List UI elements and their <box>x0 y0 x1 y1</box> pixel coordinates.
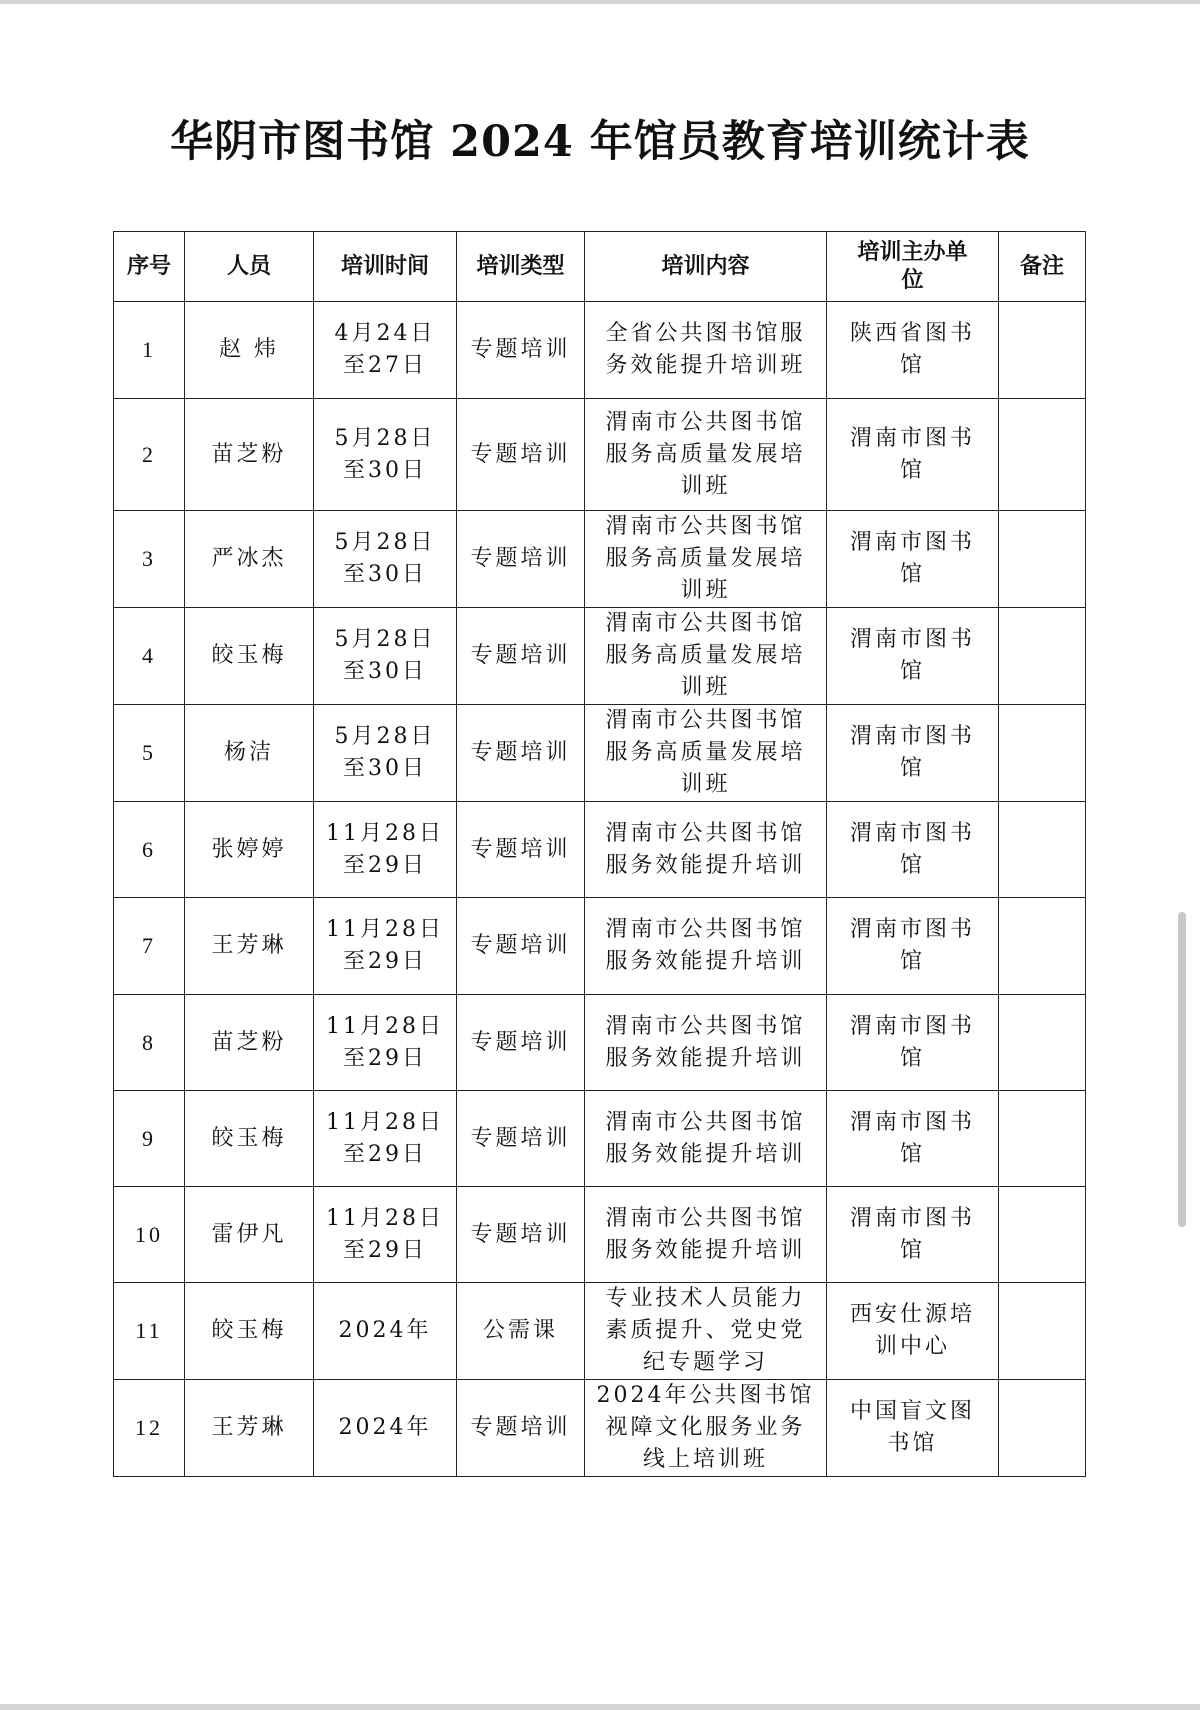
cell-person: 王芳琳 <box>185 1380 314 1477</box>
cell-time: 5月28日至30日 <box>314 705 457 802</box>
cell-time: 5月28日至30日 <box>314 608 457 705</box>
cell-seq: 2 <box>114 399 185 511</box>
cell-remark <box>999 705 1086 802</box>
cell-organizer: 陕西省图书馆 <box>827 302 999 399</box>
cell-organizer: 渭南市图书馆 <box>827 399 999 511</box>
table-body <box>114 302 1086 1477</box>
cell-content: 专业技术人员能力素质提升、党史党纪专题学习 <box>585 1283 827 1380</box>
table-row <box>114 802 1086 898</box>
header-person: 人员 <box>185 232 314 302</box>
cell-remark <box>999 1091 1086 1187</box>
cell-person: 苗芝粉 <box>185 399 314 511</box>
table-row <box>114 1380 1086 1477</box>
cell-organizer: 渭南市图书馆 <box>827 995 999 1091</box>
cell-organizer: 西安仕源培训中心 <box>827 1283 999 1380</box>
table-row <box>114 1283 1086 1380</box>
cell-type: 专题培训 <box>457 898 585 995</box>
cell-seq: 11 <box>114 1283 185 1380</box>
cell-content: 渭南市公共图书馆服务高质量发展培训班 <box>585 705 827 802</box>
cell-remark <box>999 1187 1086 1283</box>
cell-time: 11月28日至29日 <box>314 1091 457 1187</box>
table-row <box>114 1187 1086 1283</box>
table-row <box>114 608 1086 705</box>
cell-remark <box>999 995 1086 1091</box>
cell-content: 渭南市公共图书馆服务效能提升培训 <box>585 1187 827 1283</box>
cell-person: 严冰杰 <box>185 511 314 608</box>
cell-organizer: 渭南市图书馆 <box>827 1187 999 1283</box>
cell-time: 4月24日至27日 <box>314 302 457 399</box>
cell-seq: 1 <box>114 302 185 399</box>
cell-seq: 5 <box>114 705 185 802</box>
cell-seq: 10 <box>114 1187 185 1283</box>
vertical-scrollbar[interactable] <box>1178 912 1186 1227</box>
cell-seq: 12 <box>114 1380 185 1477</box>
cell-time: 11月28日至29日 <box>314 995 457 1091</box>
cell-person: 皎玉梅 <box>185 1091 314 1187</box>
table-header-row <box>114 232 1086 302</box>
cell-time: 5月28日至30日 <box>314 399 457 511</box>
table-row <box>114 399 1086 511</box>
cell-type: 专题培训 <box>457 705 585 802</box>
header-remark: 备注 <box>999 232 1086 302</box>
cell-content: 渭南市公共图书馆服务效能提升培训 <box>585 898 827 995</box>
cell-type: 专题培训 <box>457 1091 585 1187</box>
cell-remark <box>999 1380 1086 1477</box>
cell-organizer: 渭南市图书馆 <box>827 898 999 995</box>
cell-time: 2024年 <box>314 1380 457 1477</box>
cell-organizer: 渭南市图书馆 <box>827 1091 999 1187</box>
cell-seq: 9 <box>114 1091 185 1187</box>
cell-type: 公需课 <box>457 1283 585 1380</box>
cell-remark <box>999 399 1086 511</box>
cell-person: 赵 炜 <box>185 302 314 399</box>
cell-organizer: 渭南市图书馆 <box>827 608 999 705</box>
cell-type: 专题培训 <box>457 802 585 898</box>
cell-organizer: 中国盲文图书馆 <box>827 1380 999 1477</box>
cell-content: 渭南市公共图书馆服务高质量发展培训班 <box>585 399 827 511</box>
cell-person: 雷伊凡 <box>185 1187 314 1283</box>
header-time: 培训时间 <box>314 232 457 302</box>
cell-remark <box>999 1283 1086 1380</box>
top-edge-bar <box>0 0 1200 4</box>
cell-seq: 4 <box>114 608 185 705</box>
cell-type: 专题培训 <box>457 995 585 1091</box>
table-row <box>114 898 1086 995</box>
cell-time: 5月28日至30日 <box>314 511 457 608</box>
cell-organizer: 渭南市图书馆 <box>827 802 999 898</box>
cell-person: 皎玉梅 <box>185 608 314 705</box>
cell-time: 11月28日至29日 <box>314 802 457 898</box>
page-title: 华阴市图书馆 2024 年馆员教育培训统计表 <box>170 117 1030 167</box>
cell-seq: 7 <box>114 898 185 995</box>
cell-type: 专题培训 <box>457 399 585 511</box>
header-organizer: 培训主办单位 <box>827 232 999 302</box>
cell-person: 王芳琳 <box>185 898 314 995</box>
header-type: 培训类型 <box>457 232 585 302</box>
cell-content: 全省公共图书馆服务效能提升培训班 <box>585 302 827 399</box>
cell-type: 专题培训 <box>457 511 585 608</box>
header-seq: 序号 <box>114 232 185 302</box>
cell-time: 11月28日至29日 <box>314 898 457 995</box>
training-stats-table <box>113 231 1086 1477</box>
cell-remark <box>999 608 1086 705</box>
cell-person: 皎玉梅 <box>185 1283 314 1380</box>
cell-person: 杨洁 <box>185 705 314 802</box>
cell-time: 2024年 <box>314 1283 457 1380</box>
cell-seq: 6 <box>114 802 185 898</box>
cell-person: 张婷婷 <box>185 802 314 898</box>
cell-remark <box>999 511 1086 608</box>
cell-content: 2024年公共图书馆视障文化服务业务线上培训班 <box>585 1380 827 1477</box>
header-content: 培训内容 <box>585 232 827 302</box>
cell-seq: 8 <box>114 995 185 1091</box>
bottom-edge-bar <box>0 1704 1200 1710</box>
cell-content: 渭南市公共图书馆服务高质量发展培训班 <box>585 511 827 608</box>
cell-content: 渭南市公共图书馆服务高质量发展培训班 <box>585 608 827 705</box>
cell-remark <box>999 802 1086 898</box>
table-row <box>114 1091 1086 1187</box>
cell-content: 渭南市公共图书馆服务效能提升培训 <box>585 1091 827 1187</box>
table-row <box>114 302 1086 399</box>
cell-remark <box>999 898 1086 995</box>
cell-content: 渭南市公共图书馆服务效能提升培训 <box>585 802 827 898</box>
cell-type: 专题培训 <box>457 608 585 705</box>
cell-remark <box>999 302 1086 399</box>
cell-organizer: 渭南市图书馆 <box>827 511 999 608</box>
cell-organizer: 渭南市图书馆 <box>827 705 999 802</box>
table-row <box>114 995 1086 1091</box>
table-row <box>114 705 1086 802</box>
cell-time: 11月28日至29日 <box>314 1187 457 1283</box>
cell-type: 专题培训 <box>457 1187 585 1283</box>
cell-content: 渭南市公共图书馆服务效能提升培训 <box>585 995 827 1091</box>
cell-type: 专题培训 <box>457 302 585 399</box>
cell-seq: 3 <box>114 511 185 608</box>
cell-person: 苗芝粉 <box>185 995 314 1091</box>
table-row <box>114 511 1086 608</box>
cell-type: 专题培训 <box>457 1380 585 1477</box>
